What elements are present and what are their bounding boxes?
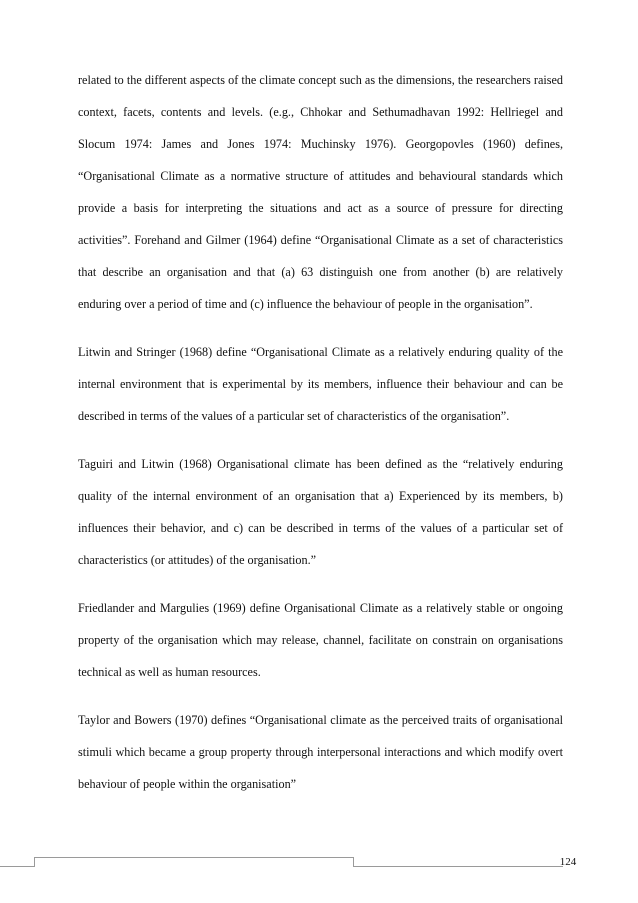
- paragraph-3: Taguiri and Litwin (1968) Organisational climate has been defined as the “relatively enduring quality of the internal environment of an organisation that a) Experienced by its members, b) influences their behavior, and c) can be described in terms of the values of a particular set of characteristics (or attitudes) of the organisation.”: [78, 457, 563, 567]
- page-number: 124: [559, 856, 577, 868]
- footer-rule-right: [353, 866, 563, 867]
- paragraph-4: Friedlander and Margulies (1969) define Organisational Climate as a relatively stable or ongoing property of the organisation which may release, channel, facilitate on constrain on organisations technical as well as human resources.: [78, 601, 563, 679]
- paragraph-5: Taylor and Bowers (1970) defines “Organisational climate as the perceived traits of organisational stimuli which became a group property through interpersonal interactions and which modify overt behaviour of people within the organisation”: [78, 713, 563, 791]
- paragraph-1: related to the different aspects of the climate concept such as the dimensions, the researchers raised context, facets, contents and levels. (e.g., Chhokar and Sethumadhavan 1992: Hellriegel and Slocum 1974: James and Jones 1974: Muchinsky 1976). Georgopovles (1960) defines, “Organisational Climate as a normative structure of attitudes and behavioural standards which provide a basis for interpreting the situations and act as a source of pressure for directing activities”. Forehand and Gilmer (1964) define “Organisational Climate as a set of characteristics that describe an organisation and that (a) 63 distinguish one from another (b) are relatively enduring over a period of time and (c) influence the behaviour of people in the organisation”.: [78, 73, 563, 311]
- footer-rule-left: [0, 866, 34, 867]
- footer-tab: [34, 857, 354, 867]
- paragraph-2: Litwin and Stringer (1968) define “Organisational Climate as a relatively enduring quality of the internal environment that is experimental by its members, influence their behaviour and can be described in terms of the values of a particular set of characteristics of the organisation”.: [78, 345, 563, 423]
- body-text: [78, 64, 563, 800]
